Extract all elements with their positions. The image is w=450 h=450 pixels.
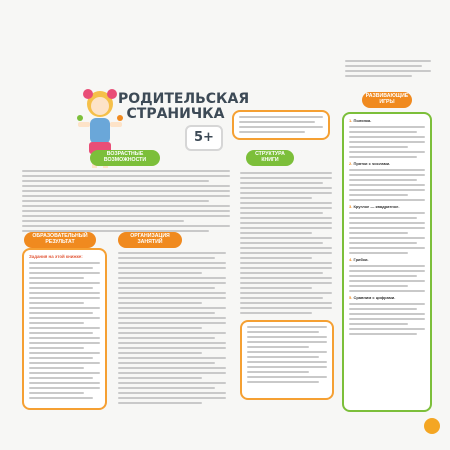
note-box: [232, 110, 330, 140]
game-4: [349, 257, 425, 262]
game-2-number: 2.: [349, 161, 353, 166]
game-2-title: Прятки с числами.: [353, 161, 391, 166]
structure-text: [240, 172, 332, 317]
result-heading: Задания на этой книжке:: [29, 254, 83, 259]
game-4-title: Грибки.: [353, 257, 369, 262]
game-2: [349, 161, 425, 166]
game-4-number: 4.: [349, 257, 353, 262]
game-3-title: Круглое — квадратное.: [353, 204, 400, 209]
result-list: [29, 262, 100, 399]
organization-text: [118, 252, 226, 407]
result-box: [22, 248, 107, 410]
game-5-number: 5.: [349, 295, 353, 300]
title-line-2: СТРАНИЧКА: [126, 106, 225, 122]
game-3-number: 3.: [349, 204, 353, 209]
game-1: [349, 118, 425, 123]
intro-text: [22, 170, 230, 235]
game-1-title: Полянка.: [353, 118, 372, 123]
tag-organization: ОРГАНИЗАЦИЯ ЗАНЯТИЙ: [118, 232, 182, 248]
games-box: [342, 112, 432, 412]
game-1-number: 1.: [349, 118, 353, 123]
title-line-1: РОДИТЕЛЬСКАЯ: [118, 91, 250, 107]
tag-games: РАЗВИВАЮЩИЕ ИГРЫ: [362, 92, 412, 108]
game-3: [349, 204, 425, 209]
right-intro-text: [345, 60, 431, 80]
age-badge: 5+: [185, 125, 223, 151]
game-5-title: Сравним с цифрами.: [353, 295, 396, 300]
tag-age-features: ВОЗРАСТНЫЕ ВОЗМОЖНОСТИ: [90, 150, 160, 166]
tag-result: ОБРАЗОВАТЕЛЬНЫЙ РЕЗУЛЬТАТ: [24, 232, 96, 248]
game-5: [349, 295, 425, 300]
structure-box: [240, 320, 334, 400]
orange-decoration-icon: [424, 418, 440, 434]
page-title: [118, 91, 250, 122]
tag-structure: СТРУКТУРА КНИГИ: [246, 150, 294, 166]
